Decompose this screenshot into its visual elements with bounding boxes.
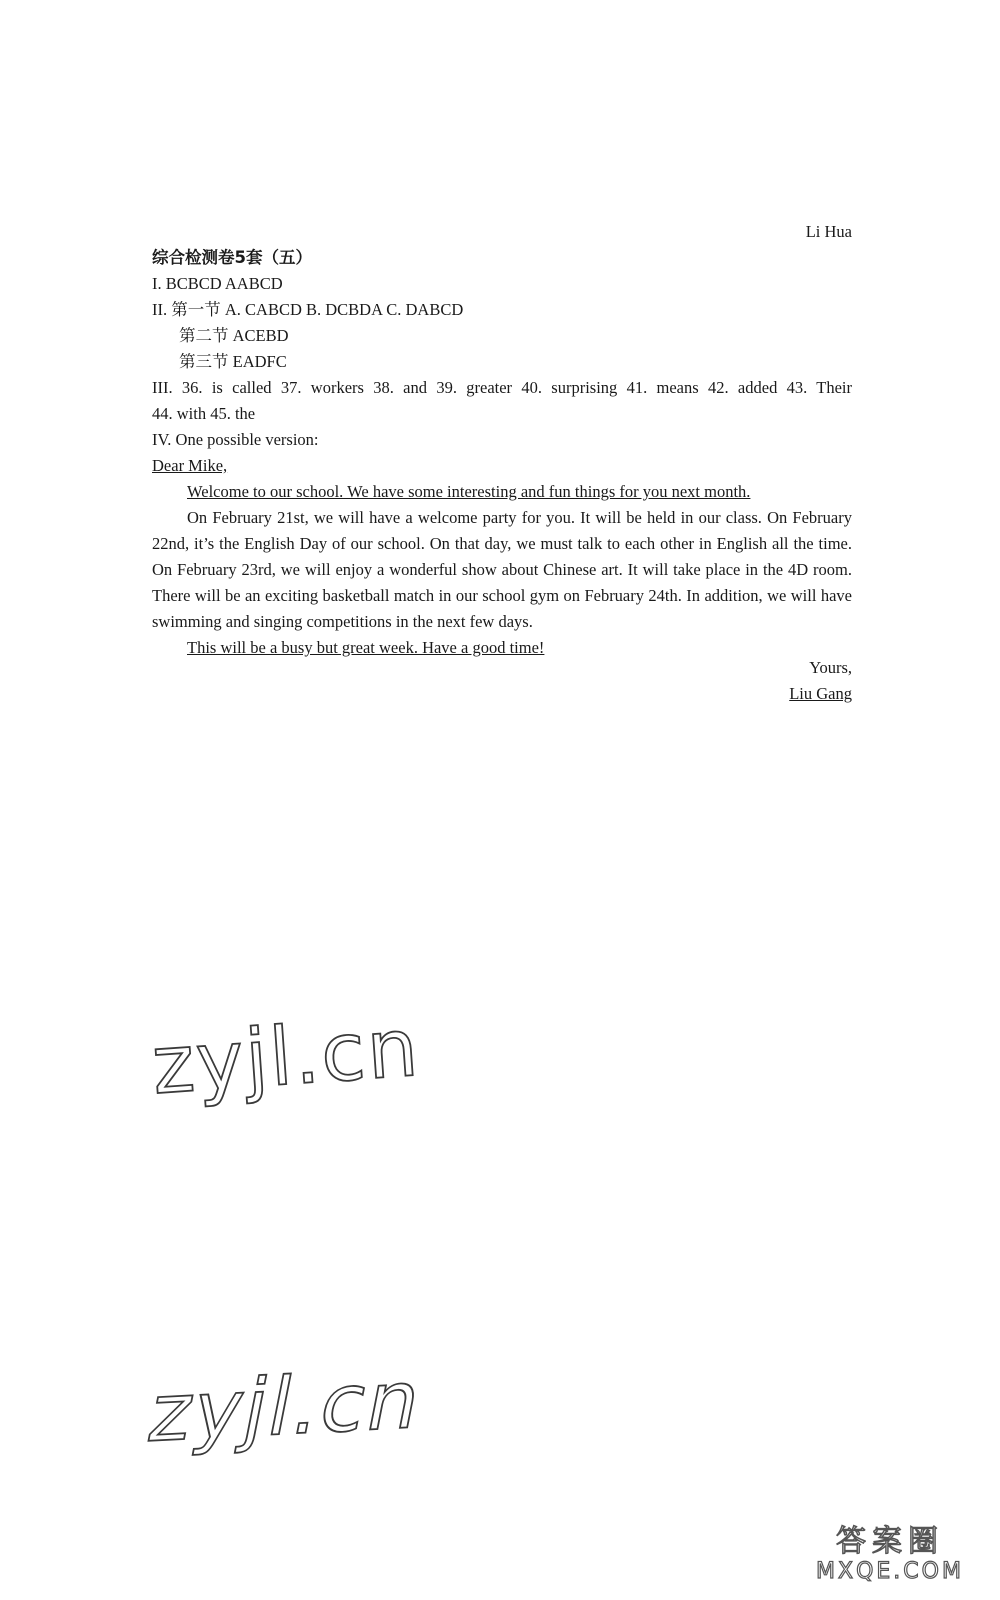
- part2-answers-line1: II. 第一节 A. CABCD B. DCBDA C. DABCD: [152, 300, 464, 319]
- part3-answers-line2: 44. with 45. the: [152, 404, 256, 423]
- letter-opening: Welcome to our school. We have some interesting and fun things for you next month.: [187, 482, 751, 501]
- watermark-1: zyjl.cn: [149, 1000, 423, 1113]
- letter-signature: Liu Gang: [789, 684, 852, 703]
- part2-answers-line2: 第二节 ACEBD: [179, 326, 289, 345]
- part1-answers: I. BCBCD AABCD: [152, 274, 283, 293]
- letter-body: On February 21st, we will have a welcome party for you. It will be held in our class. On February 22nd, it’s the English Day of our school. On that day, we must talk to each other in English all the time. On February 23rd, we will enjoy a wonderful show about Chinese art. It will take place in the 4D room. There will be an exciting basketball match in our school gym on February 24th. In addition, we will have swimming and singing competitions in the next few days.: [152, 508, 852, 631]
- section-title: 综合检测卷5套（五）: [152, 248, 312, 267]
- letter-greeting: Dear Mike,: [152, 456, 228, 475]
- watermark-2: zyjl.cn: [141, 1353, 431, 1460]
- part3-answers-line1: III. 36. is called 37. workers 38. and 39. greater 40. surprising 41. means 42. added 43. Their: [152, 378, 852, 397]
- header-signature: Li Hua: [805, 222, 852, 241]
- corner-logo: [800, 1524, 980, 1586]
- corner-logo-top: 答案圈: [836, 1524, 944, 1559]
- corner-logo-bottom: MXQE.COM: [816, 1559, 964, 1584]
- part4-label: IV. One possible version:: [152, 430, 319, 449]
- letter-signoff: Yours,: [809, 658, 852, 677]
- answer-section: [152, 245, 852, 661]
- part2-answers-line3: 第三节 EADFC: [179, 352, 287, 371]
- letter-closing: This will be a busy but great week. Have a good time!: [187, 638, 545, 657]
